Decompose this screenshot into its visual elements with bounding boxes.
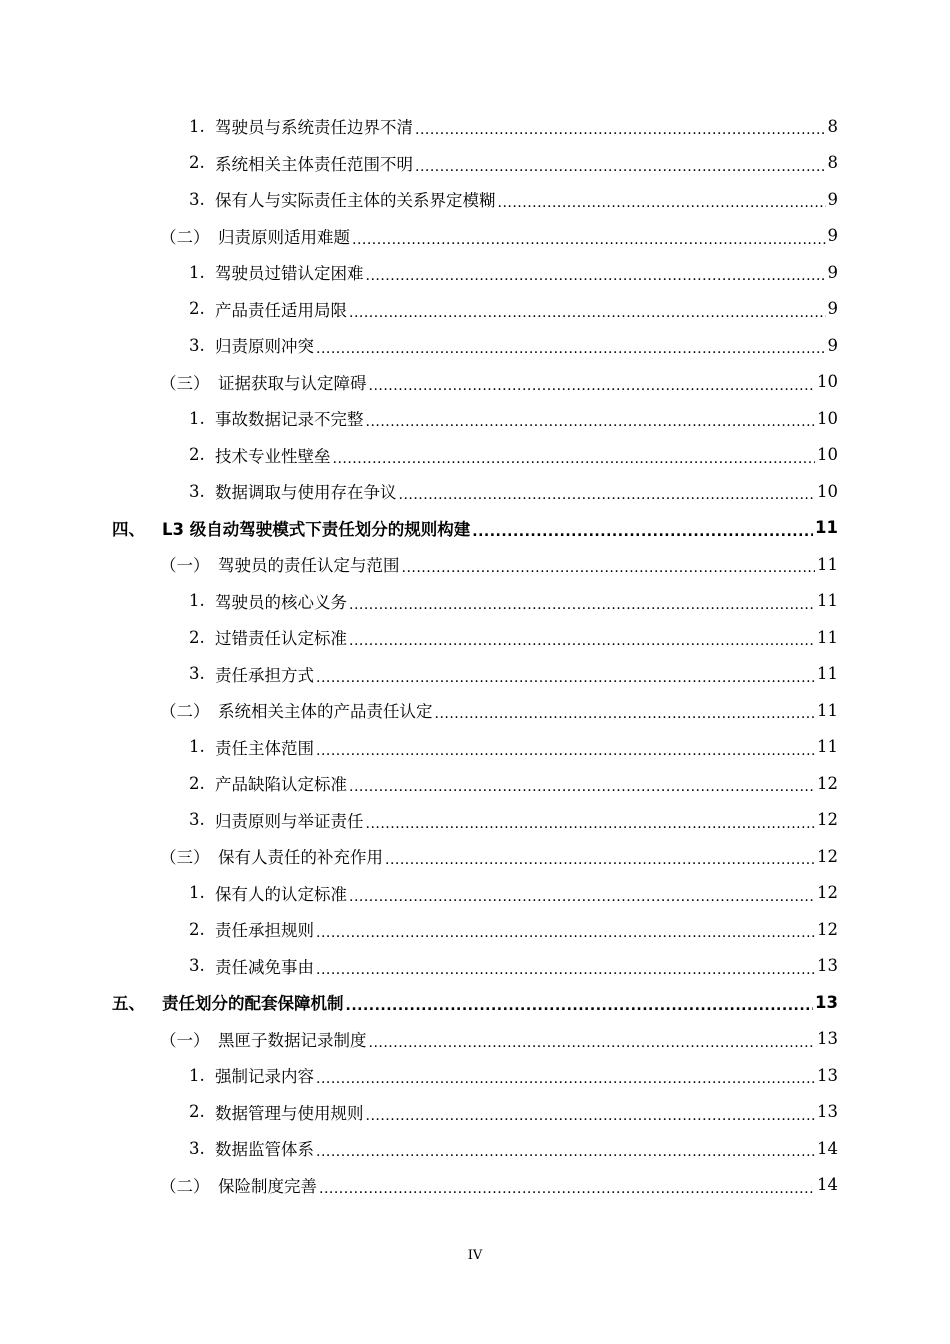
toc-entry-number: 3. [189, 335, 205, 355]
dot-leader [316, 1057, 815, 1093]
toc-entry[interactable] [189, 583, 838, 619]
toc-entry-title: 驾驶员过错认定困难 [215, 264, 364, 283]
toc-entry[interactable] [189, 291, 838, 327]
dot-leader [316, 327, 826, 363]
toc-entry-number: 1. [189, 737, 205, 756]
toc-entry-page: 12 [817, 773, 838, 793]
toc-entry-number: （一） [160, 556, 210, 575]
toc-entry-page: 11 [817, 664, 838, 683]
dot-leader [346, 984, 814, 1020]
toc-entry[interactable] [189, 400, 838, 436]
toc-entry-number: 1. [189, 1065, 205, 1085]
dot-leader [369, 1021, 816, 1057]
dot-leader [333, 437, 816, 473]
toc-entry-title: L3 级自动驾驶模式下责任划分的规则构建 [162, 519, 471, 539]
toc-entry-title: 驾驶员与系统责任边界不清 [215, 118, 413, 137]
toc-entry-page: 12 [817, 883, 838, 902]
dot-leader [349, 583, 815, 619]
dot-leader [316, 656, 815, 692]
dot-leader [366, 400, 816, 436]
toc-entry-page: 11 [815, 518, 838, 537]
toc-entry-page: 13 [817, 956, 838, 975]
toc-entry-number: （二） [160, 702, 210, 721]
dot-leader [435, 692, 816, 728]
toc-entry-title: 过错责任认定标准 [215, 629, 347, 648]
dot-leader [366, 254, 826, 290]
toc-entry-number: 2. [189, 299, 205, 318]
toc-entry-title: 技术专业性壁垒 [215, 446, 331, 466]
toc-entry-page: 8 [827, 116, 838, 136]
toc-entry-page: 11 [817, 554, 838, 574]
toc-entry-title: 归责原则与举证责任 [215, 811, 364, 831]
toc-entry[interactable] [112, 984, 838, 1020]
toc-entry-title: 数据调取与使用存在争议 [215, 483, 397, 502]
toc-entry-page: 9 [827, 335, 838, 355]
toc-entry-title: 保有人责任的补充作用 [218, 848, 383, 867]
toc-entry-title: 保有人的认定标准 [215, 884, 347, 904]
page-number: IV [467, 1248, 483, 1263]
toc-entry-title: 数据管理与使用规则 [215, 1103, 364, 1123]
toc-entry-number: 1. [189, 408, 205, 428]
toc-entry[interactable] [160, 692, 838, 728]
toc-entry[interactable] [189, 108, 838, 144]
toc-entry-number: 2. [189, 1102, 205, 1121]
toc-entry-page: 10 [817, 408, 838, 428]
toc-entry-number: 3. [189, 481, 205, 501]
toc-entry-number: 2. [189, 773, 205, 793]
toc-entry-title: 责任承担方式 [215, 665, 314, 685]
dot-leader [366, 802, 816, 838]
toc-entry-title: 驾驶员的核心义务 [215, 592, 347, 612]
toc-entry[interactable] [160, 218, 838, 254]
toc-entry-number: 3. [189, 810, 205, 829]
dot-leader [498, 181, 826, 217]
toc-entry[interactable] [189, 948, 838, 984]
dot-leader [385, 838, 815, 874]
dot-leader [402, 546, 816, 582]
toc-entry[interactable] [189, 1130, 838, 1166]
toc-entry[interactable] [189, 729, 838, 765]
toc-entry-title: 强制记录内容 [215, 1067, 314, 1086]
toc-entry-number: 1. [189, 883, 205, 902]
dot-leader [316, 911, 815, 947]
toc-entry-title: 系统相关主体的产品责任认定 [218, 702, 433, 721]
toc-entry-page: 13 [817, 1102, 838, 1121]
toc-entry-page: 11 [817, 591, 838, 610]
toc-entry-number: 2. [189, 153, 205, 172]
toc-entry-number: （一） [160, 1030, 210, 1050]
dot-leader [472, 510, 813, 546]
toc-entry-page: 10 [817, 481, 838, 501]
toc-entry[interactable] [189, 1057, 838, 1093]
dot-leader [316, 729, 815, 765]
toc-entry-number: 2. [189, 627, 205, 647]
toc-entry-title: 事故数据记录不完整 [215, 410, 364, 429]
toc-entry-number: 1. [189, 262, 205, 282]
toc-entry-title: 归责原则适用难题 [218, 227, 350, 247]
toc-entry-number: （二） [160, 1176, 210, 1196]
toc-entry-page: 9 [827, 226, 838, 245]
toc-entry-title: 保有人与实际责任主体的关系界定模糊 [215, 191, 496, 210]
toc-entry-page: 12 [817, 846, 838, 866]
toc-entry-number: 3. [189, 189, 205, 209]
toc-entry-page: 9 [827, 299, 838, 318]
toc-entry-number: 2. [189, 445, 205, 464]
toc-entry-title: 黑匣子数据记录制度 [218, 1030, 367, 1050]
toc-entry-number: 1. [189, 116, 205, 136]
toc-entry[interactable] [189, 181, 838, 217]
toc-entry-number: 四、 [112, 519, 145, 539]
toc-entry-number: 3. [189, 956, 205, 975]
toc-entry-title: 数据监管体系 [215, 1140, 314, 1159]
toc-entry-page: 11 [817, 700, 838, 720]
dot-leader [366, 1094, 816, 1130]
toc-entry-number: 1. [189, 591, 205, 610]
toc-entry-title: 责任划分的配套保障机制 [162, 994, 344, 1013]
toc-entry-page: 12 [817, 810, 838, 829]
toc-entry-title: 产品责任适用局限 [215, 300, 347, 320]
dot-leader [399, 473, 816, 509]
toc-entry-title: 归责原则冲突 [215, 337, 314, 356]
toc-entry[interactable] [189, 327, 838, 363]
toc-entry-number: 2. [189, 919, 205, 939]
toc-entry-title: 产品缺陷认定标准 [215, 775, 347, 794]
toc-entry-page: 14 [817, 1175, 838, 1194]
toc-entry[interactable] [160, 838, 838, 874]
toc-entry-title: 驾驶员的责任认定与范围 [218, 556, 400, 575]
toc-entry-page: 13 [817, 1065, 838, 1085]
dot-leader [349, 875, 815, 911]
toc-entry[interactable] [160, 1167, 838, 1203]
toc-entry-page: 11 [817, 737, 838, 756]
toc-entry-page: 11 [817, 627, 838, 647]
toc-entry[interactable] [189, 619, 838, 655]
toc-entry[interactable] [189, 437, 838, 473]
toc-entry[interactable] [160, 364, 838, 400]
toc-entry-page: 9 [827, 189, 838, 209]
toc-entry-title: 证据获取与认定障碍 [218, 373, 367, 393]
toc-entry-page: 13 [815, 992, 838, 1012]
toc-entry-number: （二） [160, 227, 210, 247]
toc-entry[interactable] [189, 145, 838, 181]
toc-entry-page: 9 [827, 262, 838, 282]
dot-leader [316, 948, 815, 984]
toc-entry-number: （三） [160, 373, 210, 393]
dot-leader [415, 145, 826, 181]
dot-leader [349, 765, 815, 801]
toc-entry-page: 8 [827, 153, 838, 172]
toc-entry-title: 责任承担规则 [215, 921, 314, 940]
toc-entry-title: 保险制度完善 [218, 1176, 317, 1196]
dot-leader [369, 364, 816, 400]
toc-entry[interactable] [189, 765, 838, 801]
dot-leader [352, 218, 826, 254]
toc-entry-title: 责任减免事由 [215, 957, 314, 977]
dot-leader [415, 108, 826, 144]
toc-entry-page: 13 [817, 1029, 838, 1048]
toc-entry-title: 责任主体范围 [215, 738, 314, 758]
toc-entry[interactable] [189, 875, 838, 911]
toc-entry[interactable] [189, 1094, 838, 1130]
dot-leader [319, 1167, 815, 1203]
toc-entry-page: 14 [817, 1138, 838, 1158]
toc-entry-number: 五、 [112, 994, 145, 1013]
toc-entry[interactable] [189, 911, 838, 947]
toc-entry-number: 3. [189, 1138, 205, 1158]
dot-leader [316, 1130, 815, 1166]
toc-entry[interactable] [189, 473, 838, 509]
toc-entry[interactable] [112, 510, 838, 546]
toc-entry-number: （三） [160, 848, 210, 867]
toc-entry-number: 3. [189, 664, 205, 683]
toc-entry-page: 10 [817, 445, 838, 464]
dot-leader [349, 619, 815, 655]
toc-entry[interactable] [189, 802, 838, 838]
toc-entry[interactable] [160, 546, 838, 582]
toc-entry-page: 10 [817, 372, 838, 391]
toc-entry[interactable] [189, 254, 838, 290]
toc-entry[interactable] [189, 656, 838, 692]
toc-entry-page: 12 [817, 919, 838, 939]
toc-entry[interactable] [160, 1021, 838, 1057]
dot-leader [349, 291, 826, 327]
toc-entry-title: 系统相关主体责任范围不明 [215, 154, 413, 174]
